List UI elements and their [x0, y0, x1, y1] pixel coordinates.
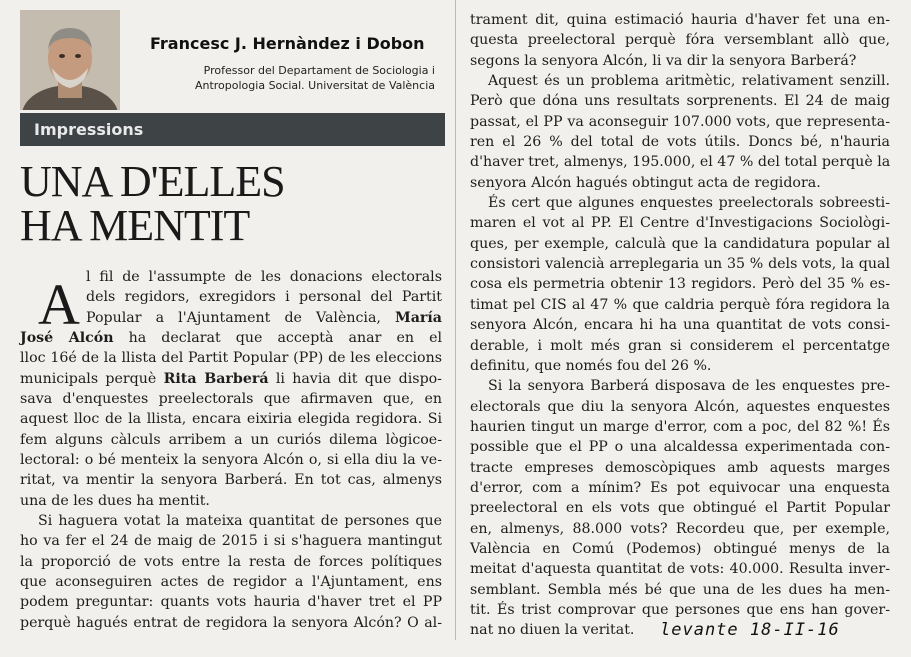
text-line [20, 328, 442, 348]
text-line [20, 369, 442, 389]
right-column-body [470, 10, 890, 641]
text-line: questa preelectoral perquè fóra versemblant allò que, [470, 32, 890, 49]
person-name: Rita Barberá [163, 370, 269, 387]
left-column-body [20, 328, 442, 633]
text-line: Però que dóna uns resultats sorprenents. El 24 de maig [470, 93, 890, 110]
text-line: ren el 26 % del total de vots útils. Doncs bé, n'hauria [470, 134, 890, 151]
text-line: lloc 16é de la llista del Partit Popular (PP) de les eleccions [20, 350, 442, 367]
section-label: Impressions [34, 120, 144, 139]
person-name: María [395, 309, 442, 326]
headline-line-2: HA MENTIT [20, 201, 250, 250]
text-line: ho va fer el 24 de maig de 2015 i si s'haguera mantingut [20, 533, 442, 550]
person-name: José Alcón [20, 330, 114, 346]
text-line: fem alguns càlculs arribem a un curiós dilema lògicoe- [20, 431, 442, 448]
text-line: senyora Alcón hagués obtingut acta de regidora. [470, 174, 821, 191]
text-line: semblant. Sembla més bé que una de les dues ha men- [470, 581, 890, 598]
text-line: l fil de l'assumpte de les donacions electorals [86, 269, 442, 285]
text-line [86, 308, 442, 328]
text-line: senyora Alcón, encara hi ha una quantitat de vots consi- [470, 317, 890, 334]
text-line: perquè hagués entrat de regidora la senyora Alcón? O al- [20, 614, 442, 631]
text-line: passat, el PP va aconseguir 107.000 vots, que representa- [470, 113, 890, 130]
text-line: possible que el PP o una alcaldessa experimentada con- [470, 439, 890, 456]
text-line: segons la senyora Alcón, li va dir la senyora Barberá? [470, 52, 857, 69]
text-line: aquest lloc de la llista, encara eixiria elegida regidora. Si [20, 411, 442, 428]
author-portrait-icon [20, 10, 120, 110]
text-line: ritat, va mentir la senyora Barberá. En tot cas, almenys [20, 472, 442, 489]
text-line: timat pel CIS al 47 % que caldria perquè fóra regidora la [470, 296, 890, 313]
text-line: consistori valencià arreplegaria un 35 % dels vots, la qual [470, 256, 890, 273]
text-line: una de les dues ha mentit. [20, 492, 210, 509]
author-name: Francesc J. Hernàndez i Dobon [150, 34, 425, 53]
text-line: ques, per exemple, calculà que la candidatura popular al [470, 235, 890, 252]
section-banner [20, 113, 445, 146]
text-line: trament dit, quina estimació hauria d'haver fet una en- [470, 12, 890, 28]
affiliation-line-1: Professor del Departament de Sociologia i [203, 64, 435, 77]
text-line: nat no diuen la veritat. [470, 622, 635, 639]
text-fragment: municipals perquè [20, 370, 164, 387]
text-line: tit. És trist comprovar que persones que ens han gover- [470, 601, 890, 618]
affiliation-line-2: Antropologia Social. Universitat de València [194, 79, 435, 92]
text-line: cosa els permetria obtenir 13 regidors. Però del 35 % es- [470, 276, 890, 293]
text-line: derable, i molt més gran si considerem el percentatge [470, 337, 890, 354]
author-affiliation [150, 63, 435, 93]
headline [20, 157, 440, 250]
text-fragment: Popular a l'Ajuntament de València, [86, 309, 396, 326]
text-line: Aquest és un problema aritmètic, relativament senzill. [488, 73, 890, 90]
text-line: podem preguntar: quants vots hauria d'haver tret el PP [20, 594, 442, 611]
text-line: Si haguera votat la mateixa quantitat de persones que [38, 513, 442, 530]
text-line: la proporció de vots entre la resta de forces polítiques [20, 553, 442, 570]
text-line: d'error, com a mínim? Es pot equivocar una enquesta [470, 479, 890, 496]
text-line: Si la senyora Barberá disposava de les enquestes pre- [488, 378, 890, 395]
author-photo [20, 10, 120, 110]
text-line: electorals que diu la senyora Alcón, aquestes enquestes [470, 398, 890, 415]
text-line: que aconseguiren actes de regidor a l'Ajuntament, ens [20, 574, 442, 591]
text-line: en, almenys, 88.000 vots? Recordeu que, per exemple, [470, 520, 890, 537]
text-line: meitat d'aquesta quantitat de vots: 40.000. Resulta inver- [470, 561, 890, 578]
text-line: definitu, que només fou del 26 %. [470, 357, 712, 374]
headline-line-1: UNA D'ELLES [20, 157, 285, 206]
text-fragment: li havia dit que dispo- [268, 370, 442, 387]
text-line: lectoral: o bé menteix la senyora Alcón o, si ella diu la ve- [20, 452, 442, 469]
intro-lines [86, 267, 442, 328]
drop-cap: A [38, 272, 80, 337]
handwritten-source-note: levante 18-II-16 [660, 620, 840, 640]
text-fragment: ha declarat que acceptà anar en el [113, 330, 442, 346]
text-line: És cert que algunes enquestes preelectorals sobreesti- [488, 195, 890, 212]
text-line: tracte empreses demoscòpiques amb aquests marges [470, 459, 890, 476]
text-line: preelectoral en els vots que obtingué el Partit Popular [470, 500, 890, 517]
column-divider [455, 0, 456, 640]
text-line: haurien tingut un marge d'error, com a poc, del 82 %! És [470, 418, 890, 435]
text-line: dels regidors, exregidors i personal del Partit [86, 289, 442, 306]
text-line: maren el vot al PP. El Centre d'Investigacions Sociològi- [470, 215, 890, 232]
text-line: València en Comú (Podemos) obtingué menys de la [470, 540, 890, 557]
text-line: d'haver tret, almenys, 195.000, el 47 % del total perquè la [470, 154, 891, 171]
text-line: sava d'enquestes preelectorals que afirmaven que, en [20, 391, 442, 408]
